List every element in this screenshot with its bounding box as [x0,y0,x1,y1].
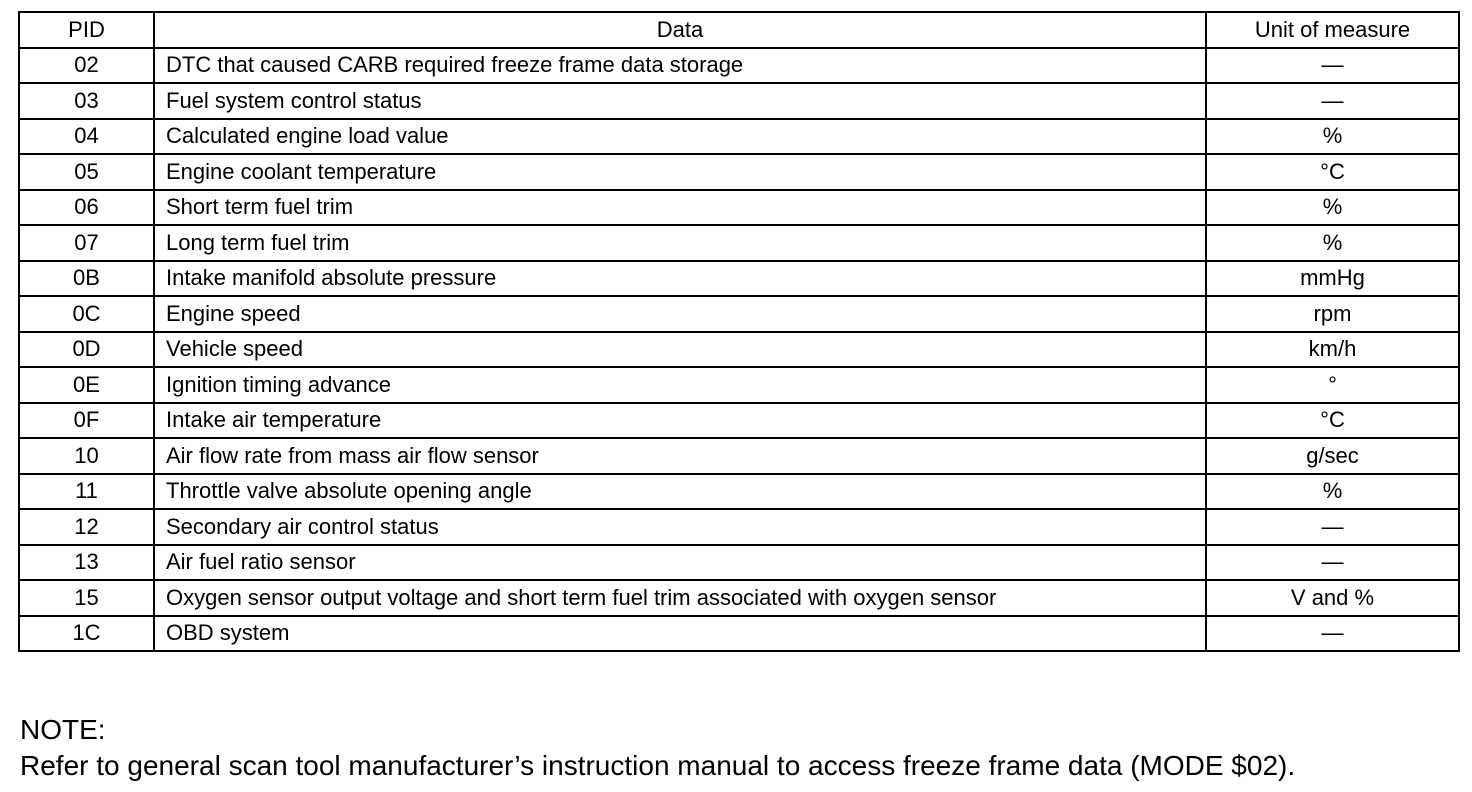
cell-data: Short term fuel trim [154,190,1206,226]
cell-data: Air flow rate from mass air flow sensor [154,438,1206,474]
cell-pid: 15 [19,580,154,616]
cell-data: Throttle valve absolute opening angle [154,474,1206,510]
cell-unit: V and % [1206,580,1459,616]
table-row [19,616,1459,652]
cell-unit: — [1206,48,1459,84]
cell-unit: — [1206,83,1459,119]
table-body [19,48,1459,652]
cell-pid: 1C [19,616,154,652]
cell-unit: — [1206,509,1459,545]
cell-unit: km/h [1206,332,1459,368]
cell-pid: 0F [19,403,154,439]
pid-data-table [18,11,1460,652]
cell-unit: % [1206,474,1459,510]
table-row [19,83,1459,119]
header-pid: PID [19,12,154,48]
cell-pid: 0D [19,332,154,368]
table-row [19,296,1459,332]
cell-unit: °C [1206,154,1459,190]
cell-unit: g/sec [1206,438,1459,474]
header-data: Data [154,12,1206,48]
cell-unit: °C [1206,403,1459,439]
cell-data: Engine speed [154,296,1206,332]
cell-pid: 06 [19,190,154,226]
cell-pid: 11 [19,474,154,510]
table-row [19,580,1459,616]
table-row [19,225,1459,261]
note-label: NOTE: [20,714,106,745]
cell-data: OBD system [154,616,1206,652]
cell-unit: rpm [1206,296,1459,332]
table-row [19,119,1459,155]
cell-pid: 0E [19,367,154,403]
table-row [19,403,1459,439]
cell-pid: 0B [19,261,154,297]
table-row [19,332,1459,368]
note-text: Refer to general scan tool manufacturer’s instruction manual to access freeze frame data (MODE $02). [20,750,1296,781]
cell-unit: % [1206,225,1459,261]
cell-unit: — [1206,616,1459,652]
cell-pid: 13 [19,545,154,581]
cell-pid: 0C [19,296,154,332]
cell-pid: 04 [19,119,154,155]
cell-pid: 07 [19,225,154,261]
cell-pid: 10 [19,438,154,474]
cell-pid: 05 [19,154,154,190]
table-row [19,509,1459,545]
cell-data: Vehicle speed [154,332,1206,368]
table-row [19,48,1459,84]
cell-data: Air fuel ratio sensor [154,545,1206,581]
cell-data: Intake manifold absolute pressure [154,261,1206,297]
table-row [19,474,1459,510]
cell-unit: ° [1206,367,1459,403]
cell-data: Oxygen sensor output voltage and short term fuel trim associated with oxygen sensor [154,580,1206,616]
table-row [19,261,1459,297]
header-unit: Unit of measure [1206,12,1459,48]
table-row [19,545,1459,581]
cell-data: Long term fuel trim [154,225,1206,261]
table-row [19,438,1459,474]
cell-unit: mmHg [1206,261,1459,297]
cell-unit: % [1206,119,1459,155]
cell-pid: 12 [19,509,154,545]
cell-data: DTC that caused CARB required freeze frame data storage [154,48,1206,84]
cell-data: Engine coolant temperature [154,154,1206,190]
cell-unit: — [1206,545,1459,581]
cell-data: Fuel system control status [154,83,1206,119]
cell-data: Intake air temperature [154,403,1206,439]
table-row [19,190,1459,226]
cell-pid: 03 [19,83,154,119]
cell-data: Secondary air control status [154,509,1206,545]
cell-pid: 02 [19,48,154,84]
table-header-row [19,12,1459,48]
cell-unit: % [1206,190,1459,226]
table-row [19,367,1459,403]
cell-data: Calculated engine load value [154,119,1206,155]
note-section [20,712,1295,784]
table-row [19,154,1459,190]
cell-data: Ignition timing advance [154,367,1206,403]
